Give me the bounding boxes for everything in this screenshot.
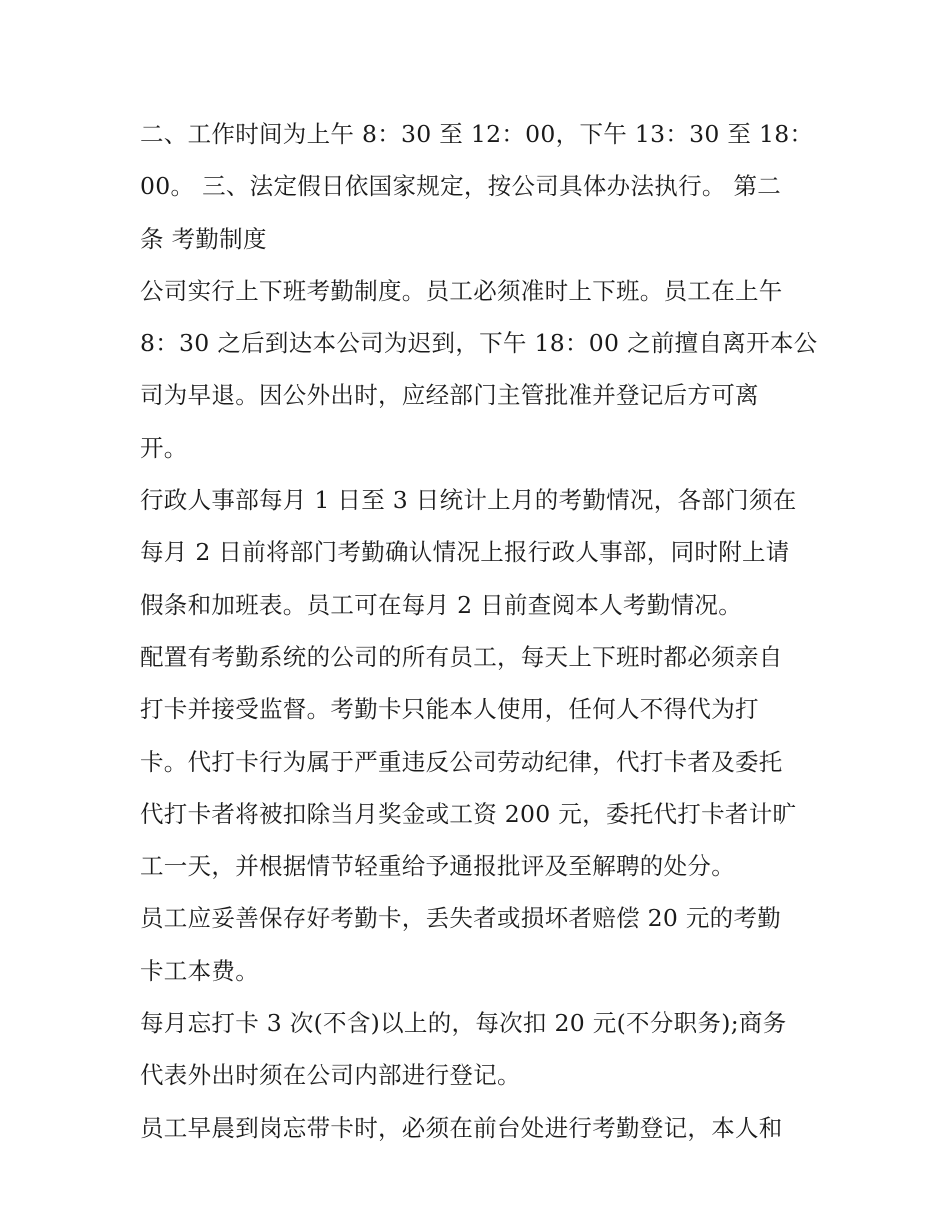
text-line: 员工应妥善保存好考勤卡，丢失者或损坏者赔偿 20 元的考勤 <box>140 904 782 933</box>
text-line: 工一天，并根据情节轻重给予通报批评及至解聘的处分。 <box>140 852 735 881</box>
text-line: 二、工作时间为上午 8：30 至 12：00，下午 13：30 至 18： <box>140 120 814 148</box>
text-line: 卡工本费。 <box>140 956 259 985</box>
paragraph-forgot-card <box>140 1102 812 1154</box>
text-line: 打卡并接受监督。考勤卡只能本人使用，任何人不得代为打 <box>140 695 759 724</box>
text-line: 行政人事部每月 1 日至 3 日统计上月的考勤情况，各部门须在 <box>140 486 797 515</box>
text-line: 每月 2 日前将部门考勤确认情况上报行政人事部，同时附上请 <box>140 538 790 567</box>
text-line: 开。 <box>140 433 188 462</box>
text-line: 卡。代打卡行为属于严重违反公司劳动纪律，代打卡者及委托 <box>140 747 783 776</box>
text-line: 员工早晨到岗忘带卡时，必须在前台处进行考勤登记，本人和 <box>140 1113 783 1142</box>
text-line: 司为早退。因公外出时，应经部门主管批准并登记后方可离 <box>140 381 759 410</box>
text-line: 每月忘打卡 3 次(不含)以上的，每次扣 20 元(不分职务);商务 <box>140 1009 787 1038</box>
text-line: 公司实行上下班考勤制度。员工必须准时上下班。员工在上午 <box>140 276 783 305</box>
text-line: 代表外出时须在公司内部进行登记。 <box>140 1061 521 1090</box>
paragraph-missed-clock-in <box>140 997 812 1102</box>
text-line: 00。 三、法定假日依国家规定，按公司具体办法执行。 第二 <box>140 172 782 201</box>
document-body <box>140 108 818 1154</box>
text-line: 8：30 之后到达本公司为迟到，下午 18：00 之前擅自离开本公 <box>140 329 818 358</box>
text-line: 配置有考勤系统的公司的所有员工，每天上下班时都必须亲自 <box>140 642 783 671</box>
text-line: 代打卡者将被扣除当月奖金或工资 200 元，委托代打卡者计旷 <box>140 799 797 828</box>
text-line: 假条和加班表。员工可在每月 2 日前查阅本人考勤情况。 <box>140 590 742 619</box>
paragraph-clock-in-rules <box>140 631 812 892</box>
paragraph-attendance-system <box>140 265 818 474</box>
text-line: 条 考勤制度 <box>140 224 267 253</box>
paragraph-card-loss <box>140 892 812 997</box>
paragraph-work-hours <box>140 108 812 265</box>
paragraph-monthly-statistics <box>140 474 812 631</box>
